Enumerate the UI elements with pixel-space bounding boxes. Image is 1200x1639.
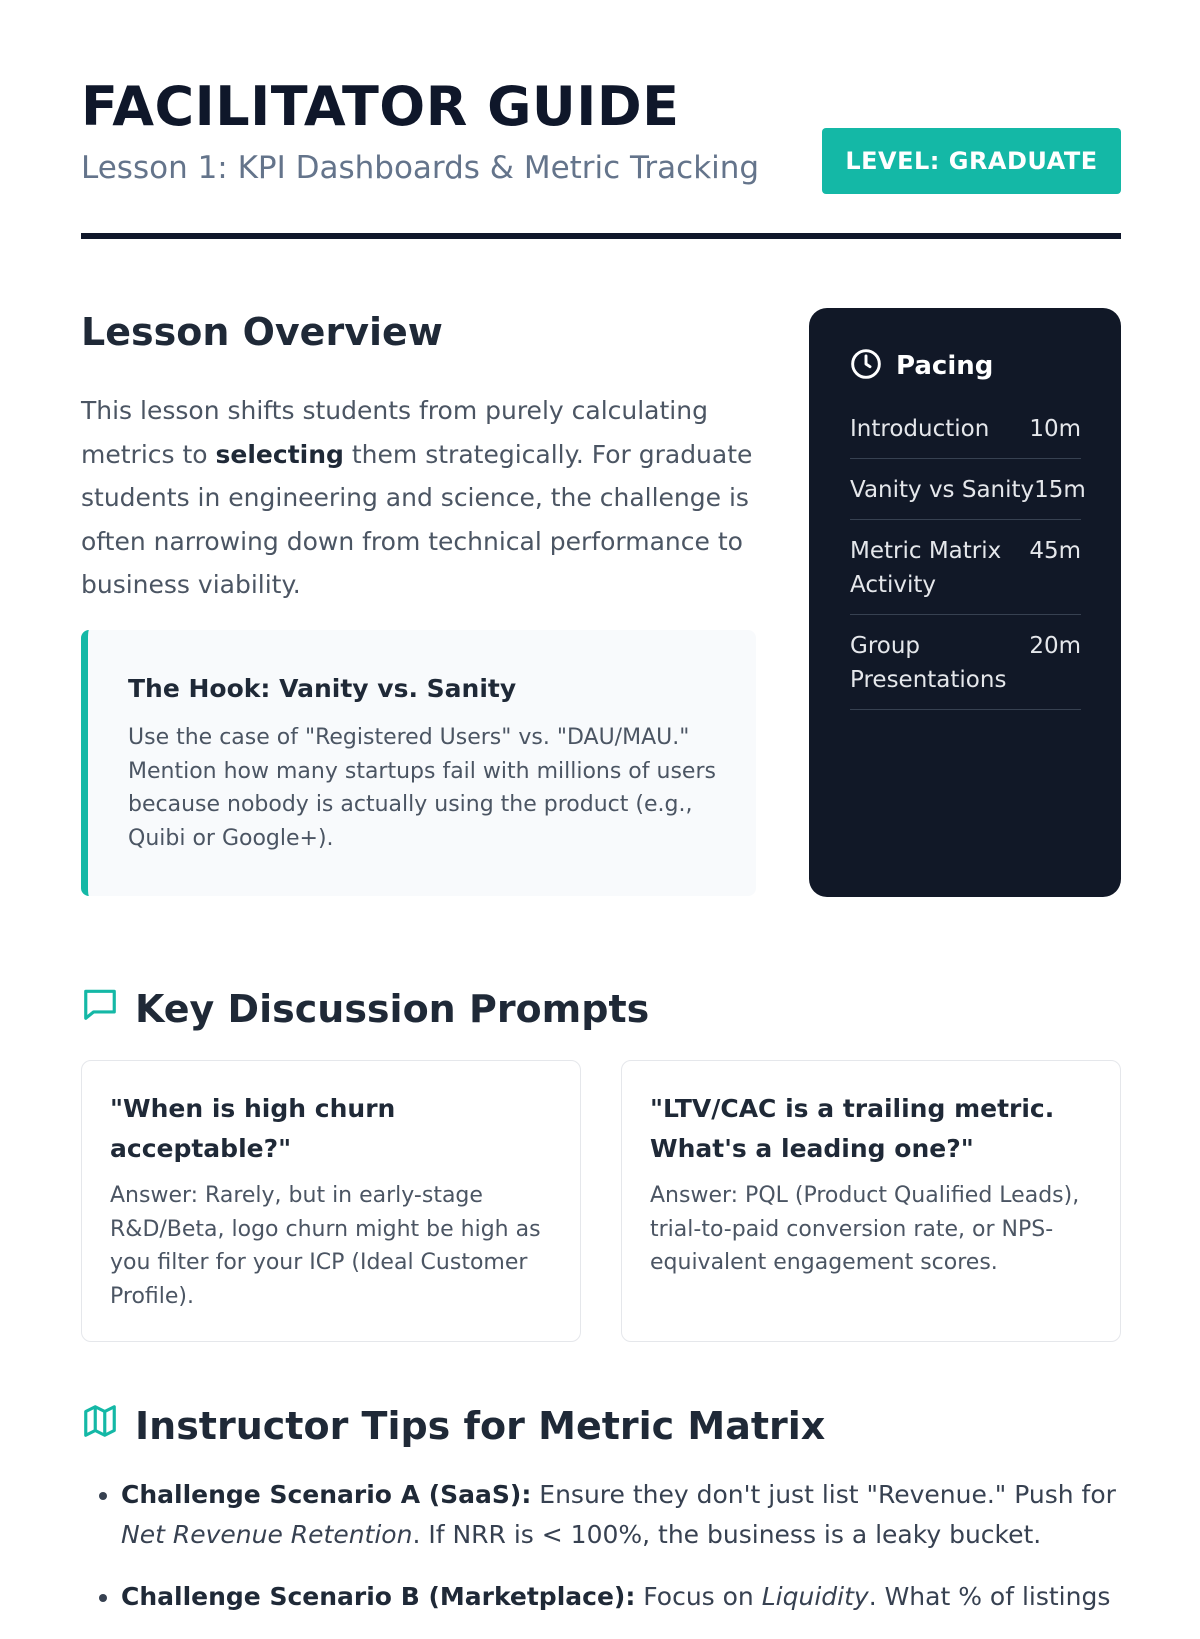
map-icon — [81, 1402, 119, 1449]
tip-text: Ensure they don't just list "Revenue." Push for — [531, 1480, 1116, 1509]
page-subtitle: Lesson 1: KPI Dashboards & Metric Tracking — [81, 150, 760, 186]
pacing-row-duration: 15m — [1034, 477, 1086, 503]
tips-list — [81, 1475, 1121, 1639]
tip-label: Challenge Scenario A (SaaS): — [121, 1480, 532, 1509]
pacing-row-label: Introduction — [850, 416, 990, 442]
overview-text-part: them strategically. For graduate students in engineering and science, the challenge is often narrowing down from technical performance to business viability. — [81, 439, 753, 599]
tip-text: . If NRR is < 100%, the business is a leaky bucket. — [412, 1520, 1042, 1549]
prompt-question: "LTV/CAC is a trailing metric. What's a leading one?" — [650, 1094, 1055, 1163]
level-badge: LEVEL: GRADUATE — [822, 128, 1121, 194]
tip-text: Focus on — [635, 1582, 762, 1611]
pacing-title: Pacing — [896, 351, 994, 381]
pacing-row — [850, 520, 1081, 615]
tips-title: Instructor Tips for Metric Matrix — [135, 1403, 826, 1448]
overview-text-part: This lesson shifts students from purely calculating metrics to — [81, 396, 708, 469]
tip-emphasis: Liquidity — [761, 1582, 869, 1611]
tip-item — [121, 1577, 1121, 1617]
pacing-row-duration: 45m — [1029, 538, 1081, 564]
header-divider — [81, 233, 1121, 239]
pacing-header — [850, 348, 1081, 384]
overview-heading: Lesson Overview — [81, 310, 443, 354]
prompt-card — [621, 1060, 1121, 1342]
tips-heading — [81, 1402, 825, 1449]
hook-text: Use the case of "Registered Users" vs. "DAU/MAU." Mention how many startups fail with millions of users because nobody is actually using the product (e.g., Quibi or Google+). — [128, 725, 716, 851]
pacing-row-duration: 20m — [1029, 633, 1081, 659]
clock-icon — [850, 348, 882, 384]
pacing-row — [850, 459, 1086, 520]
prompt-answer: Answer: Rarely, but in early-stage R&D/Beta, logo churn might be high as you filter for your ICP (Ideal Customer Profile). — [110, 1183, 541, 1309]
page-title: FACILITATOR GUIDE — [81, 75, 680, 138]
pacing-card — [809, 308, 1121, 897]
chat-bubble-icon — [81, 985, 119, 1032]
discussion-heading — [81, 985, 649, 1032]
tip-emphasis: Net Revenue Retention — [121, 1520, 413, 1549]
overview-emphasis: selecting — [215, 439, 344, 469]
pacing-row — [850, 398, 1081, 459]
pacing-row — [850, 615, 1081, 710]
hook-title: The Hook: Vanity vs. Sanity — [128, 674, 517, 703]
prompt-question: "When is high churn acceptable?" — [110, 1094, 396, 1163]
pacing-row-duration: 10m — [1029, 416, 1081, 442]
overview-paragraph — [81, 389, 761, 607]
hook-callout — [81, 630, 756, 896]
tip-item — [121, 1475, 1121, 1555]
discussion-title: Key Discussion Prompts — [135, 986, 650, 1031]
pacing-row-label: Metric Matrix Activity — [850, 538, 1002, 598]
pacing-row-label: Vanity vs Sanity — [850, 477, 1035, 503]
tip-label: Challenge Scenario B (Marketplace): — [121, 1582, 636, 1611]
prompt-card — [81, 1060, 581, 1342]
prompt-answer: Answer: PQL (Product Qualified Leads), trial-to-paid conversion rate, or NPS-equivalent engagement scores. — [650, 1183, 1080, 1275]
pacing-row-label: Group Presentations — [850, 633, 1007, 693]
tip-text: . What % of listings — [868, 1582, 1111, 1611]
